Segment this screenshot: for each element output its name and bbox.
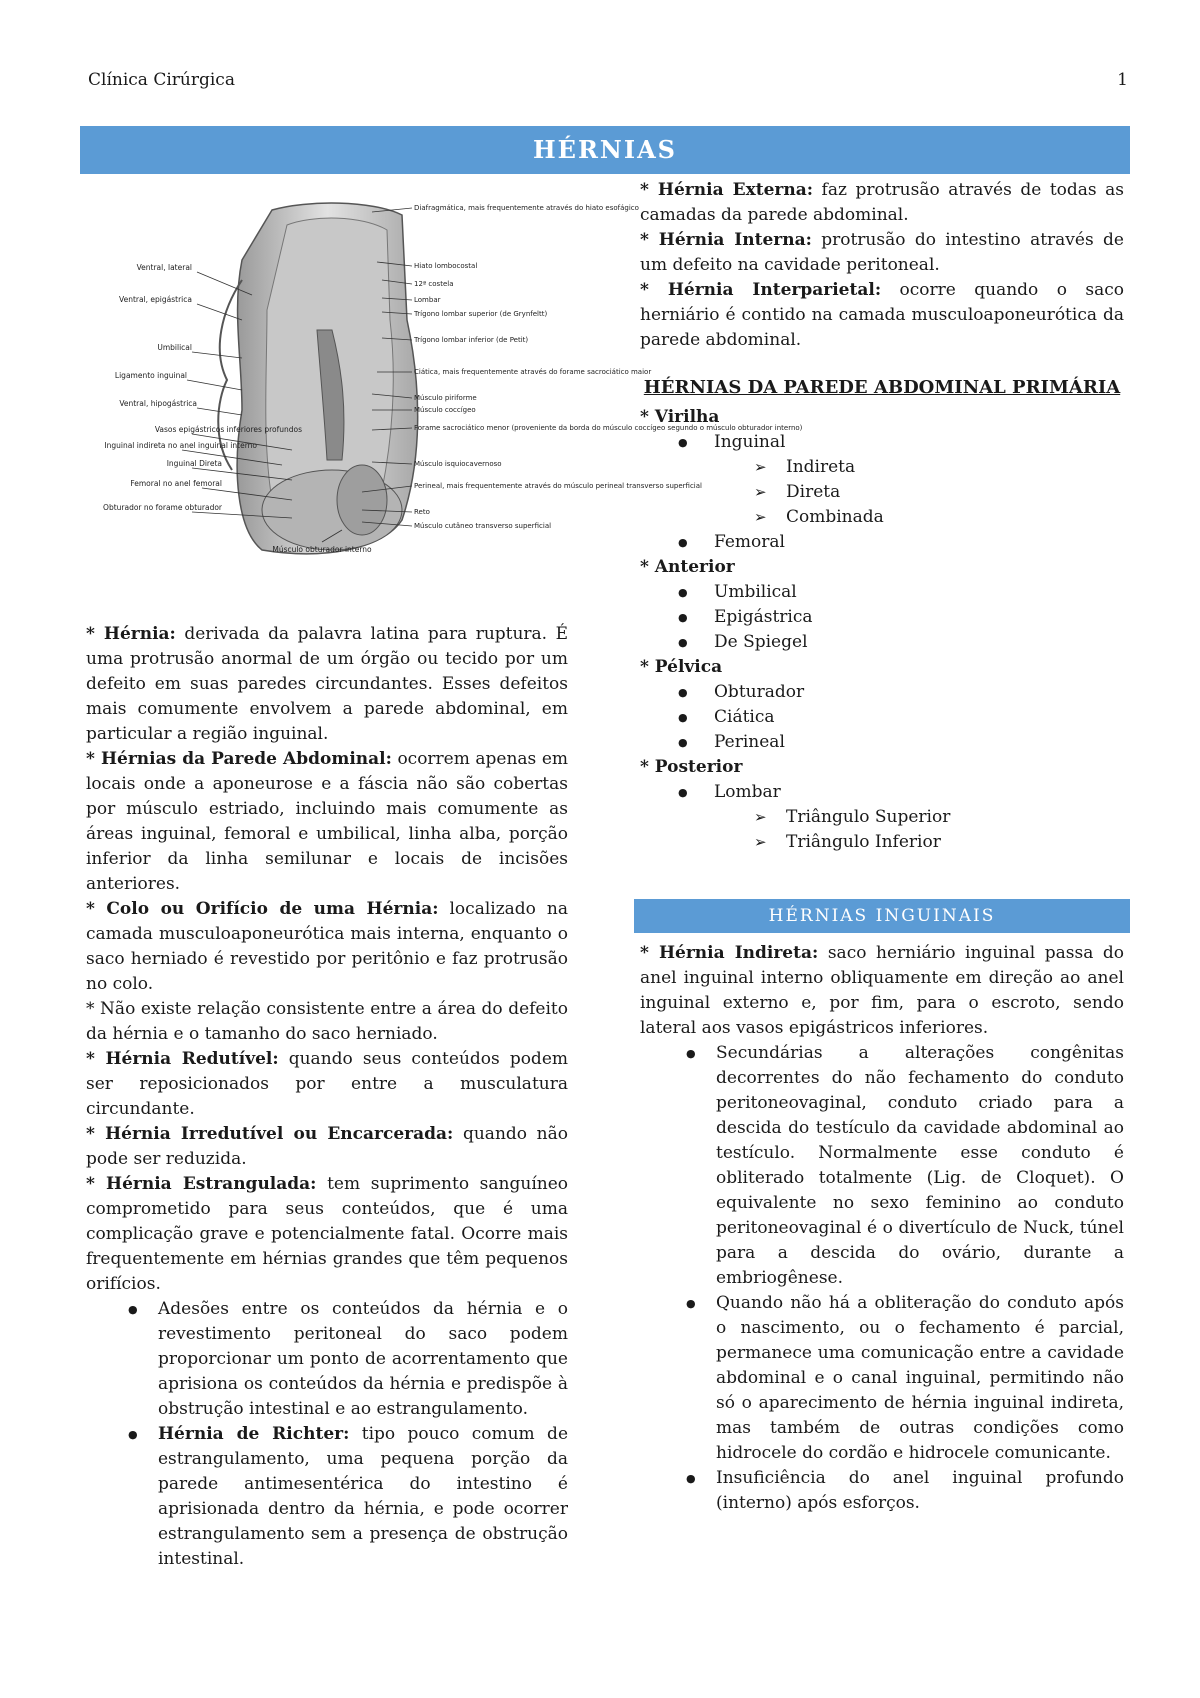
label-vasos-epigastricos: Vasos epigástricos inferiores profundos <box>154 425 302 434</box>
paragraph-irredutivel: * Hérnia Irredutível ou Encarcerada: quando não pode ser reduzida. <box>86 1124 568 1169</box>
paragraph-estrangulada: * Hérnia Estrangulada: tem suprimento sanguíneo comprometido para seus conteúdos, que é uma complicação grave e potencialmente fatal. Ocorre mais frequentemente em hérnias grandes que têm pequenos orifícios. <box>86 1174 569 1294</box>
page-header <box>88 70 1128 90</box>
label-ciatica: Ciática, mais frequentemente através do forame sacrociático maior <box>414 368 652 376</box>
indireta-bullets <box>640 1041 1124 1516</box>
label-forame-menor: Forame sacrociático menor (proveniente da borda do músculo coccígeo segundo o músculo obturador interno) <box>414 424 803 432</box>
left-column <box>86 622 568 1572</box>
paragraph-interna: * Hérnia Interna: protrusão do intestino através de um defeito na cavidade peritoneal. <box>640 230 1124 275</box>
estrangulada-bullets <box>86 1297 568 1572</box>
outline-direta: ➢ Direta <box>640 480 1124 505</box>
paragraph-parede-abdominal: * Hérnias da Parede Abdominal: ocorrem apenas em locais onde a aponeurose e a fáscia não são cobertas por músculo estriado, incluindo mais comumente as áreas inguinal, femoral e umbilical, linha alba, porção inferior da linha semilunar e locais de incisões anteriores. <box>86 749 568 894</box>
label-cutaneo: Músculo cutâneo transverso superficial <box>414 522 552 530</box>
paragraph-hernia: * Hérnia: derivada da palavra latina para ruptura. É uma protrusão anormal de um órgão ou tecido por um defeito em suas paredes circundantes. Esses defeitos mais comumente envolvem a parede abdominal, em particular a região inguinal. <box>86 624 568 744</box>
label-coccigeo: Músculo coccígeo <box>414 406 476 414</box>
label-musculo-obturador: Músculo obturador interno <box>272 545 372 554</box>
section-banner-inguinais: HÉRNIAS INGUINAIS <box>634 899 1130 933</box>
outline-virilha: * Virilha <box>640 407 720 427</box>
title-banner: HÉRNIAS <box>80 126 1130 174</box>
label-12-costela: 12ª costela <box>414 280 454 288</box>
outline-anterior: * Anterior <box>640 557 735 577</box>
paragraph-externa: * Hérnia Externa: faz protrusão através de todas as camadas da parede abdominal. <box>640 180 1125 225</box>
list-item: ● Hérnia de Richter: tipo pouco comum de estrangulamento, uma pequena porção da parede antimesentérica do intestino é aprisionada dentro da hérnia, e pode ocorrer estrangulamento sem a presença de obstrução intestinal. <box>158 1422 568 1572</box>
paragraph-indireta: * Hérnia Indireta: saco herniário inguinal passa do anel inguinal interno obliquamente em direção ao anel inguinal externo e, por fim, para o escroto, sendo lateral aos vasos epigástricos inferiores. <box>640 943 1125 1038</box>
label-lombar: Lombar <box>414 296 441 304</box>
outline-combinada: ➢ Combinada <box>640 505 1124 530</box>
outline-umbilical: ● Umbilical <box>640 580 1124 605</box>
list-item: ● Insuficiência do anel inguinal profundo (interno) após esforços. <box>716 1466 1124 1516</box>
label-diafragmatica: Diafragmática, mais frequentemente através do hiato esofágico <box>414 204 639 212</box>
outline-triangulo-superior: ➢ Triângulo Superior <box>640 805 1124 830</box>
outline-lombar: ● Lombar <box>640 780 1124 805</box>
page-number: 1 <box>1117 70 1128 90</box>
sacrum-shape <box>337 465 387 535</box>
outline-epigastrica: ● Epigástrica <box>640 605 1124 630</box>
outline-triangulo-inferior: ➢ Triângulo Inferior <box>640 830 1124 855</box>
outline-ciatica: ● Ciática <box>640 705 1124 730</box>
label-ventral-hipogastrica: Ventral, hipogástrica <box>119 399 197 408</box>
outline-inguinal: ● Inguinal <box>640 430 1124 455</box>
outline-femoral: ● Femoral <box>640 530 1124 555</box>
list-item: ● Secundárias a alterações congênitas decorrentes do não fechamento do conduto peritoneovaginal, conduto criado para a descida do testículo da cavidade abdominal ao testículo. Normalmente esse conduto é obliterado totalmente (Lig. de Cloquet). O equivalente no sexo feminino ao conduto peritoneovaginal é o divertículo de Nuck, túnel para a descida do ovário, durante a embriogênese. <box>716 1041 1124 1291</box>
label-ligamento-inguinal: Ligamento inguinal <box>114 371 187 380</box>
paragraph-redutivel: * Hérnia Redutível: quando seus conteúdos podem ser reposicionados por entre a musculatura circundante. <box>86 1049 568 1119</box>
label-hiato-lombocostal: Hiato lombocostal <box>414 262 478 270</box>
list-item: ● Quando não há a obliteração do conduto após o nascimento, ou o fechamento é parcial, permanece uma comunicação entre a cavidade abdominal e o canal inguinal, permitindo não só o aparecimento de hérnia inguinal indireta, mas também de outras condições como hidrocele do cordão e hidrocele comunicante. <box>716 1291 1124 1466</box>
hernia-classification-outline <box>640 405 1124 855</box>
label-ventral-lateral: Ventral, lateral <box>136 263 192 272</box>
outline-pelvica: * Pélvica <box>640 657 723 677</box>
label-femoral: Femoral no anel femoral <box>130 479 222 488</box>
label-reto: Reto <box>414 508 430 516</box>
outline-indireta: ➢ Indireta <box>640 455 1124 480</box>
label-umbilical: Umbilical <box>157 343 192 352</box>
label-obturador: Obturador no forame obturador <box>103 503 222 512</box>
paragraph-relacao: * Não existe relação consistente entre a área do defeito da hérnia e o tamanho do saco herniado. <box>86 999 568 1044</box>
label-inguinal-indireta: Inguinal indireta no anel inguinal interno <box>104 441 257 450</box>
label-perineal: Perineal, mais frequentemente através do músculo perineal transverso superficial <box>414 482 702 490</box>
list-item: ● Adesões entre os conteúdos da hérnia e o revestimento peritoneal do saco podem proporcionar um ponto de acorrentamento que aprisiona os conteúdos da hérnia e predispõe à obstrução intestinal e ao estrangulamento. <box>158 1297 568 1422</box>
label-trigono-superior: Trígono lombar superior (de Grynfeltt) <box>414 310 548 318</box>
label-inguinal-direta: Inguinal Direta <box>166 459 222 468</box>
paragraph-interparietal: * Hérnia Interparietal: ocorre quando o saco herniário é contido na camada musculoaponeurótica da parede abdominal. <box>640 280 1124 350</box>
label-piriforme: Músculo piriforme <box>414 394 477 402</box>
outline-obturador: ● Obturador <box>640 680 1124 705</box>
outline-perineal: ● Perineal <box>640 730 1124 755</box>
right-column <box>640 178 1124 1516</box>
label-trigono-inferior: Trígono lombar inferior (de Petit) <box>414 336 529 344</box>
document-title: Clínica Cirúrgica <box>88 70 235 90</box>
section-heading-parede-primaria: HÉRNIAS DA PAREDE ABDOMINAL PRIMÁRIA <box>643 377 1121 398</box>
outline-spiegel: ● De Spiegel <box>640 630 1124 655</box>
outline-posterior: * Posterior <box>640 757 743 777</box>
label-ventral-epigastrica: Ventral, epigástrica <box>119 295 192 304</box>
label-isquiocavernoso: Músculo isquiocavernoso <box>414 460 502 468</box>
paragraph-colo-orificio: * Colo ou Orifício de uma Hérnia: localizado na camada musculoaponeurótica mais interna, enquanto o saco herniado é revestido por peritônio e faz protrusão no colo. <box>86 899 568 994</box>
